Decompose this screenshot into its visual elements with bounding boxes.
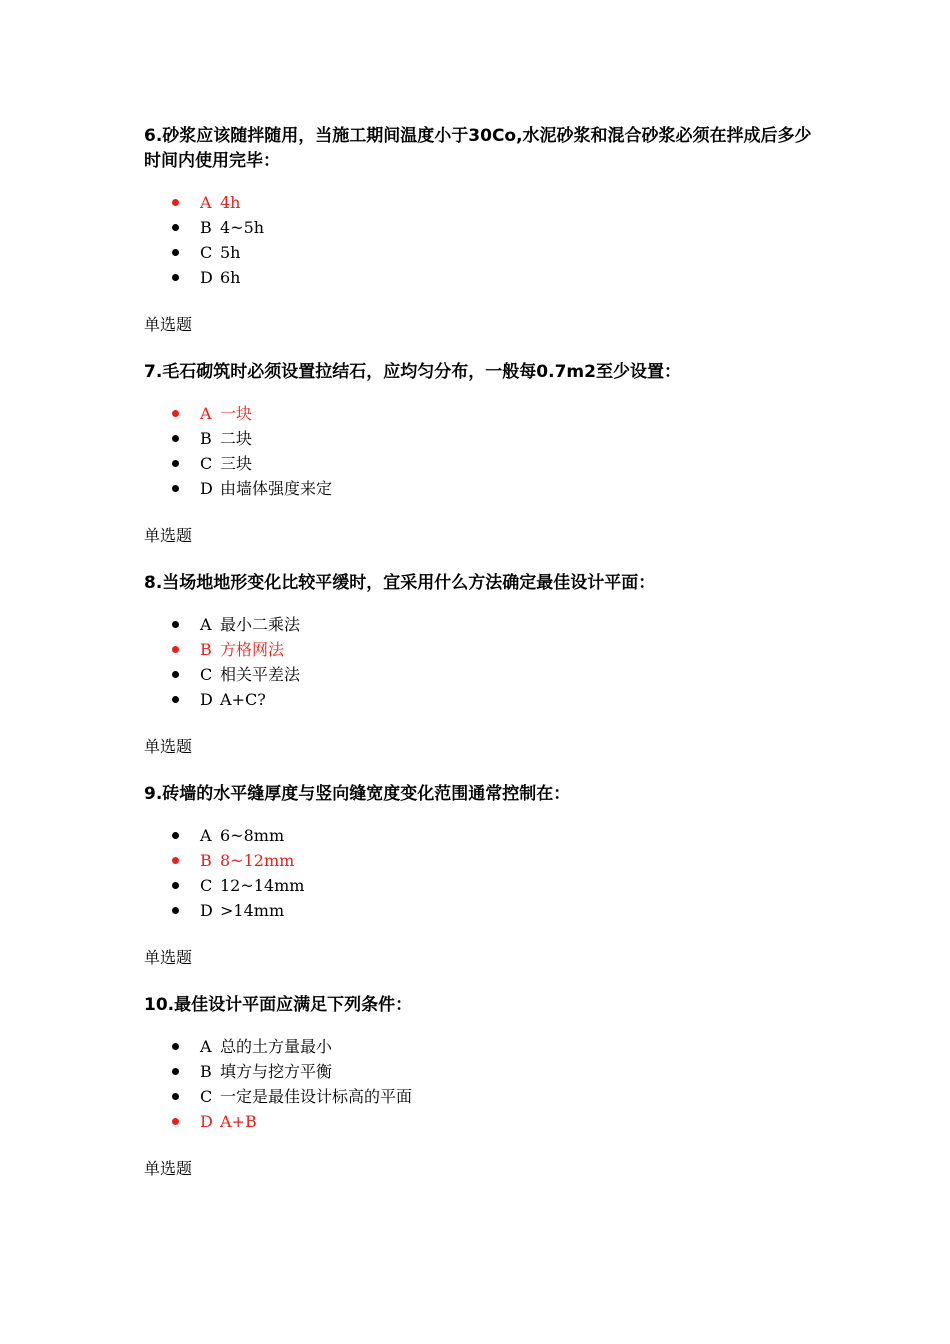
option-letter: C xyxy=(200,1087,213,1106)
option-text: 填方与挖方平衡 xyxy=(220,1062,333,1081)
option-a[interactable] xyxy=(144,1034,824,1059)
option-text: 6h xyxy=(220,268,241,287)
option-letter: B xyxy=(200,1062,212,1081)
option-b[interactable] xyxy=(144,426,824,451)
option-letter: A xyxy=(200,1037,212,1056)
bullet-icon xyxy=(172,857,179,864)
bullet-icon xyxy=(172,646,179,653)
option-letter: A xyxy=(200,615,212,634)
bullet-icon xyxy=(172,832,179,839)
option-text: 由墙体强度来定 xyxy=(220,479,333,498)
option-letter: C xyxy=(200,876,213,895)
option-letter: D xyxy=(200,1112,213,1131)
option-letter: D xyxy=(200,901,213,920)
bullet-icon xyxy=(172,249,179,256)
option-text: 4~5h xyxy=(220,218,265,237)
option-text: 三块 xyxy=(220,454,253,473)
question-6 xyxy=(144,124,824,337)
option-text: A+C? xyxy=(220,690,266,709)
bullet-icon xyxy=(172,199,179,206)
option-a[interactable] xyxy=(144,612,824,637)
question-type: 单选题 xyxy=(144,1159,193,1178)
option-letter: C xyxy=(200,454,213,473)
question-type: 单选题 xyxy=(144,526,193,545)
question-9 xyxy=(144,782,824,970)
bullet-icon xyxy=(172,460,179,467)
option-text: 一块 xyxy=(220,404,253,423)
option-text: 最小二乘法 xyxy=(220,615,301,634)
option-b[interactable] xyxy=(144,1059,824,1084)
bullet-icon xyxy=(172,435,179,442)
option-c[interactable] xyxy=(144,1084,824,1109)
question-type: 单选题 xyxy=(144,737,193,756)
option-d[interactable] xyxy=(144,265,824,290)
question-title: 8.当场地地形变化比较平缓时，宜采用什么方法确定最佳设计平面： xyxy=(144,573,656,593)
option-text: 5h xyxy=(220,243,241,262)
option-letter: D xyxy=(200,479,213,498)
option-text: 4h xyxy=(220,193,241,212)
option-a[interactable] xyxy=(144,401,824,426)
option-list xyxy=(144,823,824,923)
question-7 xyxy=(144,360,824,548)
option-a[interactable] xyxy=(144,190,824,215)
question-title: 6.砂浆应该随拌随用，当施工期间温度小于30Co,水泥砂浆和混合砂浆必须在拌成后多少时间内使用完毕： xyxy=(144,126,812,171)
option-letter: A xyxy=(200,404,212,423)
option-text: 方格网法 xyxy=(220,640,285,659)
option-text: A+B xyxy=(220,1112,257,1131)
option-text: 总的土方量最小 xyxy=(220,1037,333,1056)
option-text: 6~8mm xyxy=(220,826,285,845)
option-letter: B xyxy=(200,851,212,870)
question-type: 单选题 xyxy=(144,315,193,334)
option-text: 12~14mm xyxy=(220,876,305,895)
option-letter: A xyxy=(200,826,212,845)
option-c[interactable] xyxy=(144,873,824,898)
option-letter: B xyxy=(200,429,212,448)
option-c[interactable] xyxy=(144,451,824,476)
option-letter: B xyxy=(200,640,212,659)
bullet-icon xyxy=(172,671,179,678)
bullet-icon xyxy=(172,696,179,703)
bullet-icon xyxy=(172,907,179,914)
question-type: 单选题 xyxy=(144,948,193,967)
question-10 xyxy=(144,993,824,1181)
option-text: >14mm xyxy=(220,901,285,920)
option-list xyxy=(144,401,824,501)
bullet-icon xyxy=(172,274,179,281)
bullet-icon xyxy=(172,224,179,231)
bullet-icon xyxy=(172,1043,179,1050)
bullet-icon xyxy=(172,1093,179,1100)
question-8 xyxy=(144,571,824,759)
option-text: 8~12mm xyxy=(220,851,295,870)
option-list xyxy=(144,1034,824,1134)
option-list xyxy=(144,190,824,290)
option-d[interactable] xyxy=(144,476,824,501)
option-letter: A xyxy=(200,193,212,212)
bullet-icon xyxy=(172,485,179,492)
option-a[interactable] xyxy=(144,823,824,848)
bullet-icon xyxy=(172,621,179,628)
option-letter: D xyxy=(200,268,213,287)
option-letter: C xyxy=(200,665,213,684)
option-text: 一定是最佳设计标高的平面 xyxy=(220,1087,413,1106)
option-letter: B xyxy=(200,218,212,237)
option-text: 二块 xyxy=(220,429,253,448)
option-c[interactable] xyxy=(144,240,824,265)
question-title: 9.砖墙的水平缝厚度与竖向缝宽度变化范围通常控制在： xyxy=(144,784,571,804)
option-b[interactable] xyxy=(144,215,824,240)
option-d[interactable] xyxy=(144,1109,824,1134)
bullet-icon xyxy=(172,1068,179,1075)
option-letter: C xyxy=(200,243,213,262)
option-d[interactable] xyxy=(144,687,824,712)
option-letter: D xyxy=(200,690,213,709)
option-d[interactable] xyxy=(144,898,824,923)
question-title: 7.毛石砌筑时必须设置拉结石，应均匀分布，一般每0.7m2至少设置： xyxy=(144,362,681,382)
bullet-icon xyxy=(172,1118,179,1125)
option-c[interactable] xyxy=(144,662,824,687)
option-b[interactable] xyxy=(144,637,824,662)
option-b[interactable] xyxy=(144,848,824,873)
question-title: 10.最佳设计平面应满足下列条件： xyxy=(144,995,413,1015)
option-list xyxy=(144,612,824,712)
option-text: 相关平差法 xyxy=(220,665,301,684)
bullet-icon xyxy=(172,882,179,889)
bullet-icon xyxy=(172,410,179,417)
